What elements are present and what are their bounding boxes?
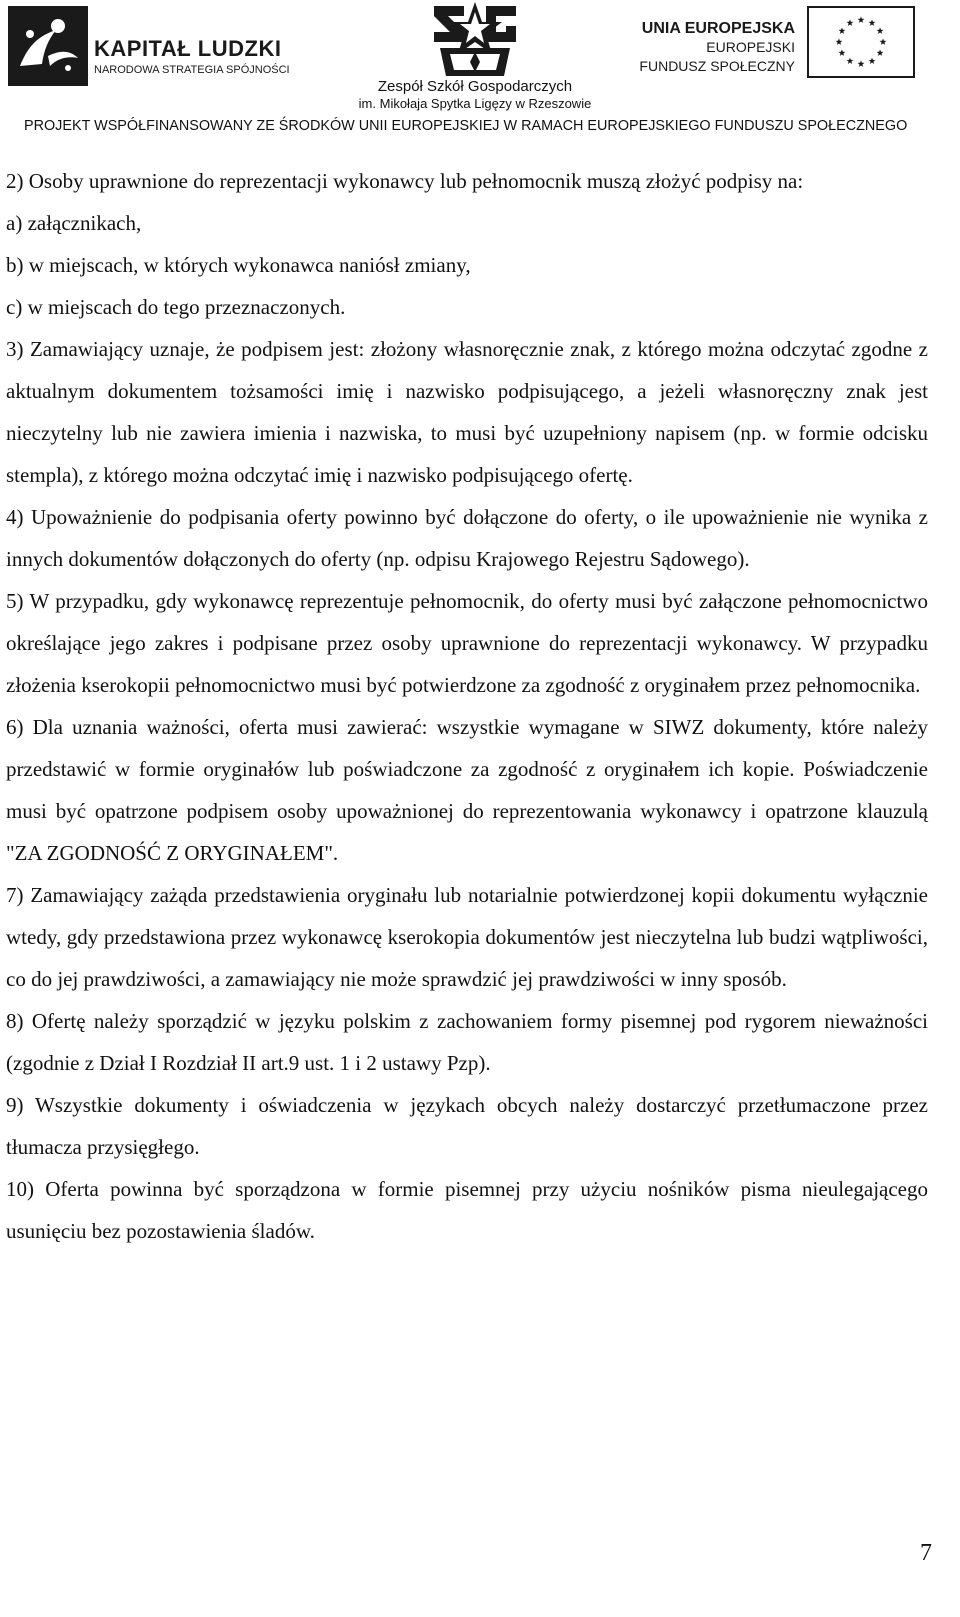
page-header	[0, 0, 960, 145]
kapital-ludzki-title: KAPITAŁ LUDZKI	[94, 36, 282, 61]
school-patron: im. Mikołaja Spytka Ligęzy w Rzeszowie	[358, 96, 592, 111]
paragraph-3: 3) Zamawiający uznaje, że podpisem jest: złożony własnoręcznie znak, z którego można odczytać zgodne z aktualnym dokumentem tożsamości imię i nazwisko podpisującego, a jeżeli własnoręczny znak jest nieczytelny lub nie zawiera imienia i nazwiska, to musi być uzupełniony napisem (np. w formie odcisku stempla), z którego można odczytać imię i nazwisko podpisującego ofertę.	[6, 337, 928, 487]
list-item-b: b) w miejscach, w których wykonawca naniósł zmiany,	[6, 253, 471, 277]
eu-logo	[635, 6, 955, 86]
school-name: Zespół Szkół Gospodarczych	[377, 78, 573, 95]
eu-text	[635, 20, 795, 76]
list-item-a: a) załącznikach,	[6, 211, 142, 235]
list-item-c: c) w miejscach do tego przeznaczonych.	[6, 295, 346, 319]
school-logo	[335, 0, 615, 112]
paragraph-9: 9) Wszystkie dokumenty i oświadczenia w językach obcych należy dostarczyć przetłumaczone przez tłumacza przysięgłego.	[6, 1093, 928, 1159]
eu-title: UNIA EUROPEJSKA	[641, 20, 795, 37]
paragraph-10: 10) Oferta powinna być sporządzona w formie pisemnej przy użyciu nośników pisma nieulegającego usunięciu bez pozostawienia śladów.	[6, 1177, 928, 1243]
eu-fund-line2: FUNDUSZ SPOŁECZNY	[639, 58, 795, 74]
kapital-ludzki-logo-icon	[8, 6, 88, 86]
project-banner: PROJEKT WSPÓŁFINANSOWANY ZE ŚRODKÓW UNII EUROPEJSKIEJ W RAMACH EUROPEJSKIEGO FUNDUSZU SPOŁECZNEGO	[24, 118, 908, 134]
school-emblem-icon	[420, 0, 530, 78]
paragraph-5: 5) W przypadku, gdy wykonawcę reprezentuje pełnomocnik, do oferty musi być załączone pełnomocnictwo określające jego zakres i podpisane przez osoby uprawnione do reprezentacji wykonawcy. W przypadku złożenia kserokopii pełnomocnictwo musi być potwierdzone za zgodność z oryginałem przez pełnomocnika.	[6, 589, 928, 697]
paragraph-8: 8) Ofertę należy sporządzić w języku polskim z zachowaniem formy pisemnej pod rygorem nieważności (zgodnie z Dział I Rozdział II art.9 ust. 1 i 2 ustawy Pzp).	[6, 1009, 928, 1075]
document-body	[6, 160, 928, 1252]
paragraph-6: 6) Dla uznania ważności, oferta musi zawierać: wszystkie wymagane w SIWZ dokumenty, które należy przedstawić w formie oryginałów lub poświadczone za zgodność z oryginałem ich kopie. Poświadczenie musi być opatrzone podpisem osoby upoważnionej do reprezentowania wykonawcy i opatrzone klauzulą "ZA ZGODNOŚĆ Z ORYGINAŁEM".	[6, 715, 928, 865]
paragraph-2: 2) Osoby uprawnione do reprezentacji wykonawcy lub pełnomocnik muszą złożyć podpisy na:	[6, 169, 804, 193]
page-number: 7	[920, 1540, 932, 1566]
eu-fund-line1: EUROPEJSKI	[706, 39, 795, 55]
paragraph-4: 4) Upoważnienie do podpisania oferty powinno być dołączone do oferty, o ile upoważnienie nie wynika z innych dokumentów dołączonych do oferty (np. odpisu Krajowego Rejestru Sądowego).	[6, 505, 928, 571]
kapital-ludzki-logo	[8, 6, 298, 86]
eu-flag-icon	[807, 6, 915, 78]
kapital-ludzki-text	[94, 36, 290, 76]
paragraph-7: 7) Zamawiający zażąda przedstawienia oryginału lub notarialnie potwierdzonej kopii dokumentu wyłącznie wtedy, gdy przedstawiona przez wykonawcę kserokopia dokumentów jest nieczytelna lub budzi wątpliwości, co do jej prawdziwości, a zamawiający nie może sprawdzić jej prawdziwości w inny sposób.	[6, 883, 928, 991]
kapital-ludzki-subtitle: NARODOWA STRATEGIA SPÓJNOŚCI	[94, 64, 290, 76]
